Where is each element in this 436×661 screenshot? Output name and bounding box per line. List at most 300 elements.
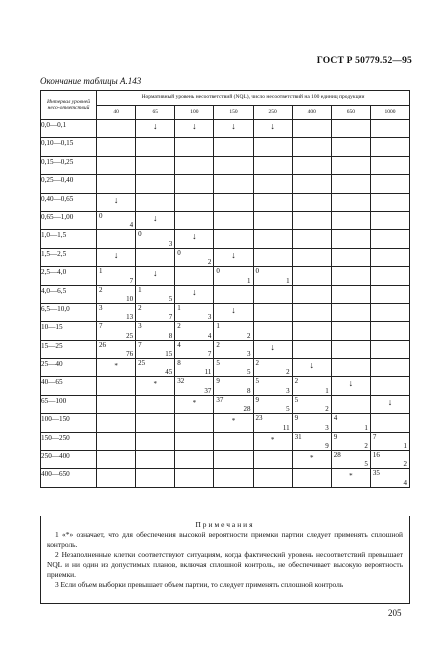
- sample-size: 3: [286, 386, 290, 395]
- table-row: [41, 285, 410, 303]
- table-cell: [175, 193, 214, 211]
- interval-label: 15—25: [41, 340, 97, 358]
- sample-size: 25: [126, 331, 134, 340]
- down-arrow-icon: ↓: [152, 212, 158, 223]
- sample-size: 3: [207, 313, 212, 322]
- table-cell: [136, 193, 175, 211]
- table-cell: [97, 120, 136, 138]
- table-cell: [214, 138, 253, 156]
- table-cell: [292, 175, 331, 193]
- table-cell: [214, 285, 253, 303]
- table-cell: [253, 414, 292, 432]
- sample-size: 7: [129, 276, 134, 285]
- acceptance-number: 9: [216, 377, 220, 386]
- table-cell: [214, 175, 253, 193]
- interval-label: 400—650: [41, 469, 97, 487]
- table-cell: [292, 451, 331, 469]
- acceptance-number: 0: [216, 267, 220, 276]
- full-inspection-mark: *: [349, 472, 353, 481]
- down-arrow-icon: ↓: [152, 121, 158, 131]
- table-cell: [331, 377, 370, 395]
- table-cell: [97, 175, 136, 193]
- table-cell: [175, 211, 214, 229]
- notes-block: [40, 516, 410, 604]
- table-cell: [253, 469, 292, 487]
- table-row: [41, 340, 410, 358]
- table-cell: [136, 267, 175, 285]
- interval-label: 2,5—4,0: [41, 267, 97, 285]
- table-cell: [253, 211, 292, 229]
- sample-size: 2: [325, 405, 329, 414]
- page-number: 205: [388, 608, 402, 618]
- acceptance-number: 9: [255, 395, 259, 404]
- table-cell: [175, 469, 214, 487]
- table-cell: [253, 377, 292, 395]
- table-row: [41, 230, 410, 248]
- table-cell: [331, 469, 370, 487]
- table-cell: [292, 322, 331, 340]
- table-cell: [292, 138, 331, 156]
- interval-label: 65—100: [41, 395, 97, 413]
- table-row: [41, 303, 410, 321]
- sample-size: 1: [286, 276, 290, 285]
- sample-size: 2: [207, 258, 212, 267]
- table-cell: [175, 340, 214, 358]
- table-cell: [136, 322, 175, 340]
- table-cell: [253, 340, 292, 358]
- interval-label: 0,0—0,1: [41, 120, 97, 138]
- table-cell: [175, 120, 214, 138]
- acceptance-table: [40, 90, 410, 488]
- full-inspection-mark: *: [270, 435, 275, 444]
- table-cell: [175, 138, 214, 156]
- table-cell: [136, 156, 175, 174]
- sample-size: 11: [204, 368, 212, 377]
- acceptance-number: 2: [216, 340, 220, 349]
- table-cell: [331, 340, 370, 358]
- interval-label: 4,0—6,5: [41, 285, 97, 303]
- table-cell: [331, 230, 370, 248]
- interval-label: 0,15—0,25: [41, 156, 97, 174]
- sample-size: 4: [403, 478, 407, 487]
- acceptance-number: 9: [333, 432, 338, 441]
- table-cell: [253, 156, 292, 174]
- table-cell: [136, 451, 175, 469]
- sample-size: 7: [168, 313, 173, 322]
- table-cell: [97, 377, 136, 395]
- down-arrow-icon: ↓: [270, 121, 275, 131]
- table-row: [41, 120, 410, 138]
- acceptance-number: 5: [255, 377, 259, 386]
- column-header: 650: [331, 105, 370, 120]
- acceptance-number: 7: [99, 322, 103, 331]
- table-cell: [331, 120, 370, 138]
- table-cell: [292, 414, 331, 432]
- table-cell: [175, 451, 214, 469]
- table-row: [41, 451, 410, 469]
- down-arrow-icon: ↓: [387, 396, 393, 407]
- table-cell: [331, 285, 370, 303]
- table-cell: [331, 211, 370, 229]
- table-cell: [175, 359, 214, 377]
- table-cell: [331, 322, 370, 340]
- acceptance-number: 31: [294, 432, 302, 441]
- acceptance-number: 7: [372, 432, 377, 441]
- table-cell: [253, 285, 292, 303]
- table-cell: [175, 432, 214, 450]
- acceptance-number: 1: [138, 285, 142, 294]
- full-inspection-mark: *: [192, 398, 197, 407]
- table-row: [41, 267, 410, 285]
- interval-label: 0,65—1,00: [41, 211, 97, 229]
- table-cell: [97, 285, 136, 303]
- table-cell: [331, 451, 370, 469]
- table-cell: [136, 414, 175, 432]
- column-header: 250: [253, 105, 292, 120]
- standard-title: ГОСТ Р 50779.52—95: [316, 56, 412, 66]
- table-cell: [253, 303, 292, 321]
- note-3: 3 Если объем выборки превышает объем партии, то следует применять сплошной контроль: [55, 580, 344, 589]
- table-cell: [97, 395, 136, 413]
- sample-size: 1: [325, 386, 329, 395]
- acceptance-number: 9: [294, 414, 299, 423]
- sample-size: 9: [325, 442, 329, 451]
- down-arrow-icon: ↓: [192, 286, 197, 297]
- table-cell: [253, 193, 292, 211]
- full-inspection-mark: *: [114, 362, 118, 371]
- table-cell: [175, 230, 214, 248]
- interval-label: 1,5—2,5: [41, 248, 97, 266]
- table-cell: [136, 432, 175, 450]
- table-cell: [97, 322, 136, 340]
- acceptance-number: 35: [372, 469, 380, 478]
- table-cell: [253, 175, 292, 193]
- acceptance-number: 28: [333, 451, 341, 460]
- sample-size: 28: [243, 405, 251, 414]
- table-cell: [253, 359, 292, 377]
- table-cell: [370, 156, 409, 174]
- table-row: [41, 138, 410, 156]
- acceptance-number: 0: [138, 230, 142, 239]
- table-cell: [214, 193, 253, 211]
- table-cell: [370, 432, 409, 450]
- acceptance-number: 16: [372, 451, 380, 460]
- table-row: [41, 432, 410, 450]
- table-cell: [331, 175, 370, 193]
- table-row: [41, 359, 410, 377]
- table-cell: [292, 395, 331, 413]
- table-cell: [175, 395, 214, 413]
- note-2: 2 Незаполненные клетки соответствуют ситуациям, когда фактический уровень несоответствий превышает NQL и ни один из допустимых планов, включая сплошной контроль, не обеспечивает высокую вероятность приемки.: [47, 550, 403, 579]
- notes-title: Примечания: [195, 520, 255, 529]
- table-cell: [370, 230, 409, 248]
- table-cell: [136, 248, 175, 266]
- table-cell: [97, 193, 136, 211]
- down-arrow-icon: ↓: [192, 121, 197, 131]
- sample-size: 37: [204, 386, 212, 395]
- nql-header: Нормативный уровень несоответствий (NQL), число несоответствий на 100 единиц продукции: [97, 91, 410, 106]
- acceptance-number: 2: [177, 322, 181, 331]
- column-header: 150: [214, 105, 253, 120]
- table-cell: [214, 414, 253, 432]
- table-cell: [97, 230, 136, 248]
- table-cell: [292, 469, 331, 487]
- sample-size: 8: [168, 331, 173, 340]
- table-caption: Окончание таблицы А.143: [40, 76, 142, 86]
- full-inspection-mark: *: [231, 417, 236, 426]
- table-body: [41, 120, 410, 488]
- table-cell: [331, 248, 370, 266]
- table-cell: [292, 193, 331, 211]
- note-1: 1 «*» означает, что для обеспечения высокой вероятности приемки партии следует применять сплошной контроль.: [47, 530, 403, 549]
- table-cell: [136, 230, 175, 248]
- table-cell: [292, 211, 331, 229]
- table-cell: [331, 359, 370, 377]
- table-cell: [214, 359, 253, 377]
- table-row: [41, 248, 410, 266]
- interval-label: 250—400: [41, 451, 97, 469]
- down-arrow-icon: ↓: [231, 121, 236, 131]
- acceptance-number: 26: [99, 340, 106, 349]
- sample-size: 8: [247, 386, 251, 395]
- sample-size: 2: [247, 331, 251, 340]
- table-cell: [331, 303, 370, 321]
- table-row: [41, 211, 410, 229]
- down-arrow-icon: ↓: [113, 249, 119, 260]
- table-row: [41, 193, 410, 211]
- interval-label: 25—40: [41, 359, 97, 377]
- sample-size: 5: [247, 368, 251, 377]
- table-cell: [370, 395, 409, 413]
- table-cell: [370, 138, 409, 156]
- table-cell: [253, 432, 292, 450]
- column-header-row: [41, 105, 410, 120]
- table-cell: [214, 322, 253, 340]
- sample-size: 2: [286, 368, 290, 377]
- table-cell: [292, 359, 331, 377]
- sample-size: 5: [286, 405, 290, 414]
- column-header: 1000: [370, 105, 409, 120]
- sample-size: 3: [325, 423, 329, 432]
- down-arrow-icon: ↓: [113, 194, 119, 205]
- down-arrow-icon: ↓: [152, 268, 158, 279]
- acceptance-number: 2: [138, 303, 142, 312]
- table-cell: [292, 377, 331, 395]
- table-cell: [214, 156, 253, 174]
- acceptance-number: 4: [177, 340, 181, 349]
- sample-size: 45: [165, 368, 173, 377]
- table-cell: [214, 395, 253, 413]
- acceptance-number: 4: [333, 414, 338, 423]
- table-cell: [292, 432, 331, 450]
- table-cell: [253, 138, 292, 156]
- down-arrow-icon: ↓: [231, 304, 236, 315]
- table-row: [41, 322, 410, 340]
- table-cell: [331, 395, 370, 413]
- table-cell: [214, 120, 253, 138]
- sample-size: 2: [403, 460, 407, 469]
- full-inspection-mark: *: [309, 454, 314, 463]
- table-cell: [97, 248, 136, 266]
- table-cell: [331, 414, 370, 432]
- table-cell: [136, 285, 175, 303]
- table-cell: [136, 120, 175, 138]
- column-header: 100: [175, 105, 214, 120]
- table-cell: [136, 469, 175, 487]
- table-cell: [253, 451, 292, 469]
- table-cell: [292, 267, 331, 285]
- sample-size: 5: [168, 294, 173, 303]
- table-cell: [136, 395, 175, 413]
- table-cell: [136, 175, 175, 193]
- interval-label: 0,40—0,65: [41, 193, 97, 211]
- table-cell: [97, 359, 136, 377]
- acceptance-number: 1: [216, 322, 220, 331]
- table-cell: [331, 432, 370, 450]
- table-cell: [370, 267, 409, 285]
- sample-size: 4: [207, 331, 212, 340]
- acceptance-number: 7: [138, 340, 142, 349]
- table-cell: [370, 211, 409, 229]
- down-arrow-icon: ↓: [309, 360, 314, 371]
- table-cell: [214, 432, 253, 450]
- table-row: [41, 377, 410, 395]
- table-cell: [97, 267, 136, 285]
- interval-label: 10—15: [41, 322, 97, 340]
- acceptance-number: 3: [138, 322, 142, 331]
- table-cell: [331, 156, 370, 174]
- table-cell: [370, 469, 409, 487]
- table-cell: [292, 285, 331, 303]
- table-cell: [253, 230, 292, 248]
- interval-label: 1,0—1,5: [41, 230, 97, 248]
- table-cell: [253, 395, 292, 413]
- table-cell: [214, 469, 253, 487]
- sample-size: 3: [247, 350, 251, 359]
- acceptance-number: 0: [99, 211, 103, 220]
- acceptance-number: 8: [177, 359, 181, 368]
- sample-size: 2: [364, 442, 368, 451]
- interval-header: Интервал уровней несо-ответствий: [41, 91, 97, 120]
- table-cell: [292, 120, 331, 138]
- table-row: [41, 414, 410, 432]
- sample-size: 4: [129, 221, 134, 230]
- table-cell: [292, 156, 331, 174]
- table-row: [41, 175, 410, 193]
- table-cell: [175, 267, 214, 285]
- interval-label: 100—150: [41, 414, 97, 432]
- interval-label: 0,25—0,40: [41, 175, 97, 193]
- table-cell: [136, 138, 175, 156]
- acceptance-number: 25: [138, 359, 146, 368]
- table-cell: [97, 432, 136, 450]
- acceptance-number: 0: [177, 248, 181, 257]
- sample-size: 5: [364, 460, 368, 469]
- acceptance-number: 0: [255, 267, 259, 276]
- down-arrow-icon: ↓: [231, 249, 236, 260]
- acceptance-number: 1: [99, 267, 103, 276]
- acceptance-number: 5: [216, 359, 220, 368]
- table-cell: [214, 451, 253, 469]
- table-cell: [175, 175, 214, 193]
- column-header: 65: [136, 105, 175, 120]
- table-cell: [292, 340, 331, 358]
- table-cell: [370, 285, 409, 303]
- interval-label: 40—65: [41, 377, 97, 395]
- table-cell: [97, 340, 136, 358]
- sample-size: 11: [282, 423, 290, 432]
- sample-size: 13: [126, 313, 134, 322]
- acceptance-number: 2: [294, 377, 299, 386]
- table-cell: [97, 156, 136, 174]
- table-cell: [97, 469, 136, 487]
- table-cell: [214, 230, 253, 248]
- sample-size: 1: [364, 423, 368, 432]
- table-cell: [175, 303, 214, 321]
- table-cell: [370, 193, 409, 211]
- table-cell: [175, 377, 214, 395]
- column-header: 400: [292, 105, 331, 120]
- sample-size: 1: [403, 442, 407, 451]
- sample-size: 1: [247, 276, 251, 285]
- table-cell: [175, 156, 214, 174]
- table-cell: [331, 138, 370, 156]
- table-cell: [97, 211, 136, 229]
- acceptance-number: 3: [99, 303, 103, 312]
- table-cell: [214, 211, 253, 229]
- table-row: [41, 469, 410, 487]
- table-cell: [136, 377, 175, 395]
- interval-label: 150—250: [41, 432, 97, 450]
- table-cell: [214, 248, 253, 266]
- table-cell: [331, 267, 370, 285]
- table-cell: [214, 267, 253, 285]
- table-cell: [136, 303, 175, 321]
- table-cell: [214, 340, 253, 358]
- acceptance-number: 37: [216, 395, 224, 404]
- sample-size: 76: [126, 350, 134, 359]
- table-cell: [214, 303, 253, 321]
- interval-label: 6,5—10,0: [41, 303, 97, 321]
- down-arrow-icon: ↓: [348, 378, 354, 389]
- table-cell: [331, 193, 370, 211]
- table-cell: [370, 120, 409, 138]
- table-row: [41, 156, 410, 174]
- table-cell: [175, 322, 214, 340]
- table-cell: [214, 377, 253, 395]
- column-header: 40: [97, 105, 136, 120]
- sample-size: 10: [126, 294, 134, 303]
- table-cell: [370, 377, 409, 395]
- table-cell: [97, 138, 136, 156]
- table-cell: [370, 322, 409, 340]
- table-cell: [175, 414, 214, 432]
- table-cell: [136, 340, 175, 358]
- table-cell: [175, 248, 214, 266]
- table-cell: [370, 451, 409, 469]
- table-cell: [97, 303, 136, 321]
- full-inspection-mark: *: [153, 380, 157, 389]
- table-cell: [136, 211, 175, 229]
- acceptance-number: 23: [255, 414, 263, 423]
- table-cell: [370, 359, 409, 377]
- table-cell: [253, 267, 292, 285]
- sample-size: 7: [207, 350, 212, 359]
- table-cell: [136, 359, 175, 377]
- table-cell: [370, 414, 409, 432]
- table-cell: [370, 248, 409, 266]
- table-cell: [97, 414, 136, 432]
